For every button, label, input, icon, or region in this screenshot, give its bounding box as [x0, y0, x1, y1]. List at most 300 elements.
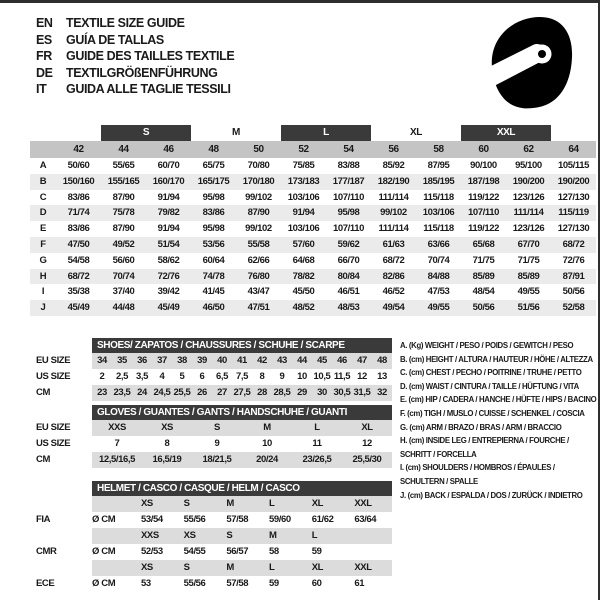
shoes-table-rows	[30, 353, 392, 401]
cell: 103/106	[422, 207, 455, 219]
helmet-table-title: HELMET / CASCO / CASQUE / HELM / CASCO	[92, 481, 392, 496]
size-label: L	[269, 562, 275, 573]
cell: 87/95	[427, 160, 450, 171]
cell: 35/38	[67, 286, 90, 298]
gloves-row	[30, 436, 392, 452]
row-label: G	[39, 254, 47, 266]
size-column-header: 56	[371, 141, 416, 158]
cell: 10	[262, 438, 272, 449]
cell: 41	[237, 355, 247, 366]
table-row	[30, 190, 596, 206]
language-title: GUIDE DES TAILLES TEXTILE	[66, 49, 235, 63]
language-title: TEXTILE SIZE GUIDE	[66, 16, 185, 30]
cell: 107/110	[332, 223, 365, 235]
cell: 187/198	[467, 175, 500, 187]
cell: 60	[311, 578, 322, 589]
cell: 103/106	[287, 191, 320, 203]
cell: 177/187	[332, 175, 365, 187]
cell: 2	[99, 371, 105, 382]
cell: 155/165	[107, 175, 140, 187]
cell: 80/84	[337, 270, 360, 282]
language-title: GUIDA ALLE TAGLIE TESSILI	[66, 82, 231, 96]
language-row	[36, 15, 234, 32]
main-size-table	[30, 125, 596, 316]
cell: 8	[259, 371, 265, 382]
cell	[349, 544, 392, 560]
racing-helmet-icon	[479, 8, 579, 113]
cell: 12	[357, 371, 367, 382]
cell: 105/115	[557, 160, 590, 171]
cell: 23,5	[113, 387, 131, 398]
cell: 70/74	[112, 270, 135, 282]
legend-item: B. (cm) HEIGHT / ALTURA / HAUTEUR / HÖHE / ALTEZZA	[400, 354, 593, 364]
cell: 37/40	[112, 286, 135, 298]
cell: 11,5	[333, 371, 351, 382]
cell: 64/68	[292, 254, 315, 266]
cell: 36	[137, 355, 147, 366]
cell: 85/92	[382, 160, 405, 171]
cell: 67/70	[517, 238, 540, 250]
cell: 57/58	[226, 578, 249, 589]
cell: 16,5/19	[152, 454, 182, 465]
cell: 47/50	[67, 238, 90, 250]
size-group-xl: XL	[410, 127, 422, 138]
cell: 54/55	[183, 546, 206, 557]
cell: 68/72	[382, 254, 405, 266]
cell: 50/56	[472, 302, 495, 314]
main-size-table-head	[30, 125, 596, 158]
cell: 55/58	[247, 238, 270, 250]
row-label: H	[39, 270, 47, 282]
cell: 46/51	[337, 286, 360, 298]
cell: 49/55	[427, 302, 450, 314]
cell: 35	[117, 355, 127, 366]
cell: 49/54	[382, 302, 405, 314]
cell: 57/58	[226, 514, 249, 525]
cell: 63/64	[354, 514, 377, 525]
size-label: S	[183, 562, 190, 573]
cell: 52/58	[562, 302, 585, 314]
cell: 111/114	[513, 207, 544, 219]
legend-item: D. (cm) WAIST / CINTURA / TAILLE / HÜFTUNG / VITA	[400, 381, 579, 391]
cell: 59/62	[337, 238, 360, 250]
cell: 55/56	[183, 514, 206, 525]
cell: 54/58	[67, 254, 90, 266]
cell: 83/86	[202, 207, 225, 219]
cell: 12,5/16,5	[98, 454, 136, 465]
legend-item: J. (cm) BACK / ESPALDA / DOS / ZURÜCK / INDIETRO	[400, 490, 583, 500]
legend-item: H. (cm) INSIDE LEG / ENTREPIERNA / FOURCHE / SCHRITT / FORCELLA	[400, 436, 569, 459]
size-column-header: 52	[281, 141, 326, 158]
cell: 30	[317, 387, 327, 398]
cell: 44/48	[112, 302, 135, 314]
cell: 70/74	[427, 254, 450, 266]
helmet-size-row	[30, 560, 392, 576]
row-label: CM	[36, 454, 50, 465]
cell: 47/53	[427, 286, 450, 298]
cell: 111/114	[378, 223, 409, 235]
cell: 190/200	[512, 175, 545, 187]
cell: 10,5	[313, 371, 331, 382]
language-row	[36, 81, 234, 98]
cell: 31,5	[353, 387, 371, 398]
cell: 115/119	[558, 207, 589, 219]
language-row	[36, 48, 234, 65]
shoes-row	[30, 353, 392, 369]
cell: 71/75	[472, 254, 495, 266]
size-column-header: 50	[236, 141, 281, 158]
legend-item: G. (cm) ARM / BRAZO / BRAS / ARM / BRACCIO	[400, 422, 562, 432]
cell: 24	[137, 387, 147, 398]
cell: 87/90	[112, 191, 135, 203]
cell: 46/52	[382, 286, 405, 298]
size-column-header: 44	[101, 141, 146, 158]
size-column-header: 54	[326, 141, 371, 158]
cell: XXS	[108, 422, 126, 433]
cell: 61	[354, 578, 365, 589]
cell: 25,5/30	[352, 454, 382, 465]
cell: 29	[297, 387, 307, 398]
cell: 82/86	[382, 270, 405, 282]
cell: 47/51	[247, 302, 270, 314]
row-label: D	[39, 207, 47, 219]
size-number-row	[30, 141, 596, 158]
cell: 40	[217, 355, 227, 366]
cell: 10	[297, 371, 307, 382]
cell: 23/26,5	[302, 454, 332, 465]
table-row	[30, 221, 596, 237]
cell: 28	[257, 387, 267, 398]
unit-label: Ø CM	[92, 546, 116, 557]
size-column-header: 58	[416, 141, 461, 158]
size-column-header: 62	[506, 141, 551, 158]
cell: S	[214, 422, 220, 433]
cell: 53/56	[202, 238, 225, 250]
table-row	[30, 174, 596, 190]
size-column-header: 48	[191, 141, 236, 158]
size-column-header: 60	[461, 141, 506, 158]
cell: 50/56	[562, 286, 585, 298]
cell: 9	[214, 438, 220, 449]
cell: 7,5	[235, 371, 248, 382]
table-row	[30, 253, 596, 269]
row-label: US SIZE	[36, 371, 71, 382]
cell: 13	[377, 371, 387, 382]
cell: 63/66	[427, 238, 450, 250]
cell: 78/82	[292, 270, 315, 282]
cell: 66/70	[337, 254, 360, 266]
cell: 4	[159, 371, 165, 382]
row-label: CM	[36, 387, 50, 398]
row-label: J	[40, 302, 46, 314]
row-label: EU SIZE	[36, 355, 71, 366]
legend-item: I. (cm) SHOULDERS / HOMBROS / ÉPAULES / SCHULTERN / SPALLE	[400, 463, 555, 486]
legend-item: A. (Kg) WEIGHT / PESO / POIDS / GEWITCH / PESO	[400, 341, 574, 350]
cell: 6,5	[215, 371, 228, 382]
size-label: XL	[311, 498, 324, 509]
gloves-row	[30, 452, 392, 468]
cell: 91/94	[157, 191, 180, 203]
cell: 170/180	[242, 175, 275, 187]
cell: 65/75	[202, 160, 225, 171]
language-code: ES	[36, 32, 52, 47]
cell: 182/190	[377, 175, 410, 187]
cell: 49/55	[517, 286, 540, 298]
cell: 49/52	[112, 238, 135, 250]
cell: 3,5	[135, 371, 148, 382]
row-label: EU SIZE	[36, 422, 71, 433]
size-label: M	[269, 530, 277, 541]
row-label: B	[39, 175, 47, 187]
language-row	[36, 65, 234, 82]
cell: 127/130	[557, 191, 590, 203]
row-label: I	[41, 286, 45, 298]
size-column-header: 46	[146, 141, 191, 158]
row-label: E	[40, 223, 46, 235]
row-label: CMR	[36, 546, 57, 557]
cell: 65/68	[472, 238, 495, 250]
cell: 87/90	[112, 223, 135, 235]
cell: 99/102	[245, 223, 272, 235]
size-group-empty	[551, 125, 596, 141]
cell: 45/49	[157, 302, 180, 314]
size-column-header: 42	[56, 141, 101, 158]
size-label: XL	[311, 562, 324, 573]
cell: 60/64	[202, 254, 225, 266]
legend-item: E. (cm) HIP / CADERA / HANCHE / HÜFTE / HIPS / BACINO	[400, 395, 597, 405]
cell: 45/49	[67, 302, 90, 314]
size-group-row	[30, 125, 596, 141]
cell: 79/82	[157, 207, 180, 219]
cell: M	[263, 422, 271, 433]
cell: 51/56	[517, 302, 540, 314]
cell: 61/62	[311, 514, 334, 525]
helmet-size-row	[30, 528, 392, 544]
cell: 60/70	[157, 160, 180, 171]
cell: 185/195	[422, 175, 455, 187]
helmet-table	[30, 481, 392, 592]
shoes-table-title: SHOES/ ZAPATOS / CHAUSSURES / SCHUHE / SCARPE	[92, 338, 392, 353]
cell: 11	[312, 438, 322, 449]
cell: 45	[317, 355, 327, 366]
cell: 42	[257, 355, 267, 366]
cell: 48/54	[472, 286, 495, 298]
cell: 99/102	[245, 191, 272, 203]
cell: 190/200	[557, 175, 590, 187]
language-code: DE	[36, 65, 53, 80]
cell: 45/50	[292, 286, 315, 298]
cell: 103/106	[287, 223, 320, 235]
cell: 32	[377, 387, 387, 398]
size-label	[349, 528, 392, 544]
size-label: S	[226, 530, 233, 541]
cell: 26	[197, 387, 207, 398]
cell: 46/50	[202, 302, 225, 314]
cell: 46	[337, 355, 347, 366]
cell: 59	[269, 578, 279, 589]
gloves-table	[30, 405, 392, 468]
size-label: XXS	[141, 530, 159, 541]
language-title: GUÍA DE TALLAS	[66, 32, 164, 47]
cell: 55/65	[112, 160, 135, 171]
size-label: L	[269, 498, 275, 509]
table-row	[30, 269, 596, 285]
size-group-xxl: XXL	[461, 125, 551, 141]
cell: L	[314, 422, 320, 433]
row-label: US SIZE	[36, 438, 71, 449]
size-column-header: 64	[551, 141, 596, 158]
language-title: TEXTILGRÖßENFÜHRUNG	[66, 65, 218, 80]
size-group-m: M	[232, 127, 240, 138]
language-code: IT	[36, 82, 47, 96]
cell: 58/62	[157, 254, 180, 266]
cell: 52/53	[141, 546, 163, 557]
cell: 83/88	[337, 160, 360, 171]
cell: 87/90	[247, 207, 270, 219]
cell: 27,5	[233, 387, 251, 398]
cell: 39/42	[157, 286, 180, 298]
cell: 150/160	[62, 175, 95, 187]
cell: 165/175	[197, 175, 230, 187]
cell: 95/100	[515, 160, 542, 171]
row-label: FIA	[36, 514, 51, 525]
measurement-legend	[400, 339, 600, 502]
table-row	[30, 284, 596, 300]
cell: 111/114	[378, 191, 409, 203]
row-label: C	[39, 191, 47, 203]
racing-helmet-svg	[479, 8, 579, 113]
cell: 160/170	[152, 175, 185, 187]
cell: 44	[297, 355, 307, 366]
cell: 115/118	[423, 223, 454, 235]
cell: 84/88	[427, 270, 450, 282]
cell: 87/91	[562, 270, 585, 282]
row-label: ECE	[36, 578, 55, 589]
cell: 7	[114, 438, 120, 449]
cell: 43/47	[247, 286, 270, 298]
cell: 119/122	[467, 191, 500, 203]
cell: 34	[97, 355, 107, 366]
size-label: XXL	[354, 562, 372, 573]
size-label: M	[226, 498, 234, 509]
gloves-row	[30, 420, 392, 436]
cell: 123/126	[512, 223, 545, 235]
cell: 48/53	[337, 302, 360, 314]
cell: 107/110	[467, 207, 500, 219]
size-label: XS	[183, 530, 196, 541]
unit-label: Ø CM	[92, 578, 116, 589]
cell: 30,5	[333, 387, 351, 398]
cell: 91/94	[157, 223, 180, 235]
cell: 74/78	[202, 270, 225, 282]
cell: 76/80	[247, 270, 270, 282]
cell: 85/89	[472, 270, 495, 282]
cell: 83/86	[67, 223, 90, 235]
main-size-table-body	[30, 158, 596, 316]
cell: 123/126	[512, 191, 545, 203]
cell: 127/130	[557, 223, 590, 235]
cell: 12	[362, 438, 372, 449]
cell: 2,5	[115, 371, 128, 382]
cell: 95/98	[202, 191, 225, 203]
cell: 72/76	[157, 270, 180, 282]
cell: 38	[177, 355, 187, 366]
cell: 56/60	[112, 254, 135, 266]
size-label: M	[226, 562, 234, 573]
size-group-l: L	[281, 125, 371, 141]
helmet-value-row	[30, 544, 392, 560]
cell: 6	[199, 371, 205, 382]
cell: 5	[179, 371, 185, 382]
cell: 83/86	[67, 191, 90, 203]
cell: XL	[361, 422, 373, 433]
size-label: XS	[141, 498, 153, 509]
cell: 90/100	[470, 160, 497, 171]
cell: 55/56	[183, 578, 206, 589]
cell: 51/54	[157, 238, 180, 250]
legend-item: C. (cm) CHEST / PECHO / POITRINE / TRUHE / PETTO	[400, 368, 582, 378]
cell: 68/72	[67, 270, 90, 282]
legend-item: F. (cm) TIGH / MUSLO / CUISSE / SCHENKEL / COSCIA	[400, 408, 585, 418]
cell: 28,5	[273, 387, 291, 398]
cell: 107/110	[332, 191, 365, 203]
size-label: XS	[141, 562, 153, 573]
cell: 70/80	[247, 160, 270, 171]
cell: 58	[269, 546, 279, 557]
language-code: FR	[36, 49, 52, 63]
helmet-value-row	[30, 512, 392, 528]
cell: 91/94	[292, 207, 315, 219]
cell: 75/78	[112, 207, 135, 219]
size-group-empty	[56, 125, 101, 141]
cell: 71/75	[517, 254, 540, 266]
table-row	[30, 237, 596, 253]
cell: 25,5	[173, 387, 191, 398]
row-label: F	[40, 238, 46, 250]
cell: 75/85	[292, 160, 315, 171]
cell: 48/52	[292, 302, 315, 314]
cell: 20/24	[256, 454, 278, 465]
cell: 47	[357, 355, 367, 366]
table-row	[30, 300, 596, 316]
cell: 18/21,5	[202, 454, 232, 465]
cell: 43	[277, 355, 287, 366]
language-code: EN	[36, 16, 53, 30]
size-label: S	[183, 498, 190, 509]
helmet-size-row	[30, 496, 392, 512]
size-group-s: S	[101, 125, 191, 141]
cell: 99/102	[380, 207, 407, 219]
table-row	[30, 158, 596, 174]
gloves-table-title: GLOVES / GUANTES / GANTS / HANDSCHUHE / GUANTI	[92, 405, 392, 420]
cell: 61/63	[382, 238, 405, 250]
cell: 72/76	[562, 254, 585, 266]
cell: 85/89	[517, 270, 540, 282]
cell: 8	[164, 438, 170, 449]
cell: 39	[197, 355, 207, 366]
cell: 68/72	[562, 238, 585, 250]
cell: 95/98	[202, 223, 225, 235]
cell: 48	[377, 355, 387, 366]
helmet-value-row	[30, 576, 392, 592]
cell: 62/66	[247, 254, 270, 266]
unit-label: Ø CM	[92, 514, 116, 525]
cell: 59	[311, 546, 322, 557]
cell: 56/57	[226, 546, 249, 557]
cell: 50/60	[67, 160, 90, 171]
cell: 71/74	[67, 207, 90, 219]
cell: 23	[97, 387, 107, 398]
